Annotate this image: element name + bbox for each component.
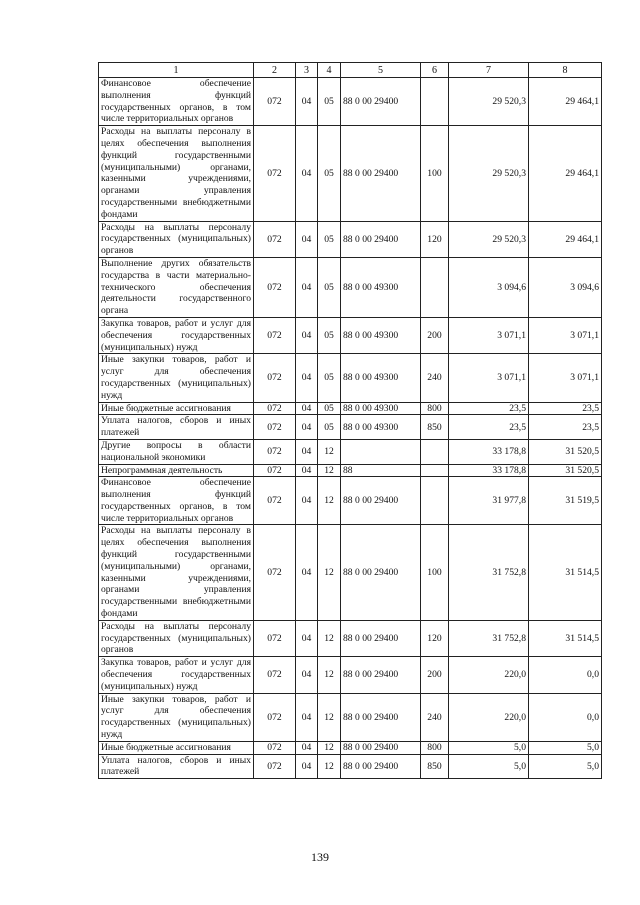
glava-cell: 072 [254, 221, 296, 257]
vid-raskhodov-cell: 100 [421, 525, 449, 620]
table-row [99, 126, 602, 221]
glava-cell: 072 [254, 525, 296, 620]
tselevaya-statya-cell: 88 0 00 29400 [341, 477, 421, 525]
row-name-cell: Расходы на выплаты персоналу государственных (муниципальных) органов [99, 221, 254, 257]
vid-raskhodov-cell: 120 [421, 221, 449, 257]
tselevaya-statya-cell: 88 0 00 49300 [341, 402, 421, 415]
vid-raskhodov-cell [421, 257, 449, 317]
row-name-cell: Уплата налогов, сборов и иных платежей [99, 754, 254, 779]
razdel-cell: 04 [296, 415, 318, 440]
podrazdel-cell: 12 [318, 525, 341, 620]
tselevaya-statya-cell: 88 0 00 29400 [341, 78, 421, 126]
razdel-cell: 04 [296, 657, 318, 693]
podrazdel-cell: 12 [318, 477, 341, 525]
vid-raskhodov-cell: 200 [421, 657, 449, 693]
header-cell: 7 [449, 63, 529, 78]
row-name-cell: Непрограммная деятельность [99, 464, 254, 477]
razdel-cell: 04 [296, 464, 318, 477]
razdel-cell: 04 [296, 477, 318, 525]
row-name-cell: Расходы на выплаты персоналу в целях обеспечения выполнения функций государственными (муниципальными) органами, казенными учреждениями, органами управления государственными внебюджетными фондами [99, 126, 254, 221]
glava-cell: 072 [254, 693, 296, 741]
podrazdel-cell: 05 [318, 415, 341, 440]
amount-cell: 31 520,5 [529, 464, 602, 477]
tselevaya-statya-cell: 88 0 00 49300 [341, 257, 421, 317]
glava-cell: 072 [254, 78, 296, 126]
table-row [99, 415, 602, 440]
row-name-cell: Другие вопросы в области национальной экономики [99, 439, 254, 464]
tselevaya-statya-cell: 88 0 00 49300 [341, 415, 421, 440]
glava-cell: 072 [254, 415, 296, 440]
row-name-cell: Иные закупки товаров, работ и услуг для обеспечения государственных (муниципальных) нужд [99, 693, 254, 741]
razdel-cell: 04 [296, 257, 318, 317]
vid-raskhodov-cell [421, 477, 449, 525]
vid-raskhodov-cell [421, 464, 449, 477]
glava-cell: 072 [254, 657, 296, 693]
table-row [99, 317, 602, 353]
tselevaya-statya-cell: 88 [341, 464, 421, 477]
amount-cell: 3 071,1 [529, 317, 602, 353]
amount-cell: 29 520,3 [449, 126, 529, 221]
glava-cell: 072 [254, 402, 296, 415]
razdel-cell: 04 [296, 754, 318, 779]
podrazdel-cell: 05 [318, 78, 341, 126]
tselevaya-statya-cell: 88 0 00 49300 [341, 317, 421, 353]
table-row [99, 221, 602, 257]
row-name-cell: Закупка товаров, работ и услуг для обеспечения государственных (муниципальных) нужд [99, 317, 254, 353]
vid-raskhodov-cell: 800 [421, 402, 449, 415]
podrazdel-cell: 05 [318, 221, 341, 257]
amount-cell: 0,0 [529, 693, 602, 741]
glava-cell: 072 [254, 317, 296, 353]
row-name-cell: Иные бюджетные ассигнования [99, 741, 254, 754]
amount-cell: 33 178,8 [449, 439, 529, 464]
amount-cell: 29 464,1 [529, 221, 602, 257]
vid-raskhodov-cell [421, 439, 449, 464]
table-row [99, 257, 602, 317]
amount-cell: 5,0 [529, 754, 602, 779]
amount-cell: 220,0 [449, 657, 529, 693]
table-row [99, 657, 602, 693]
tselevaya-statya-cell: 88 0 00 29400 [341, 754, 421, 779]
table-row [99, 741, 602, 754]
tselevaya-statya-cell: 88 0 00 49300 [341, 354, 421, 402]
podrazdel-cell: 12 [318, 464, 341, 477]
vid-raskhodov-cell: 240 [421, 354, 449, 402]
amount-cell: 5,0 [529, 741, 602, 754]
glava-cell: 072 [254, 354, 296, 402]
table-row [99, 464, 602, 477]
tselevaya-statya-cell: 88 0 00 29400 [341, 657, 421, 693]
table-row [99, 754, 602, 779]
table-row [99, 693, 602, 741]
amount-cell: 31 977,8 [449, 477, 529, 525]
tselevaya-statya-cell: 88 0 00 29400 [341, 620, 421, 656]
table-row [99, 525, 602, 620]
header-cell: 6 [421, 63, 449, 78]
razdel-cell: 04 [296, 402, 318, 415]
amount-cell: 3 094,6 [449, 257, 529, 317]
podrazdel-cell: 12 [318, 741, 341, 754]
vid-raskhodov-cell [421, 78, 449, 126]
row-name-cell: Выполнение других обязательств государства в части материально-технического обеспечения деятельности государственного органа [99, 257, 254, 317]
table-header-row [99, 63, 602, 78]
row-name-cell: Финансовое обеспечение выполнения функций государственных органов, в том числе территориальных органов [99, 78, 254, 126]
amount-cell: 31 520,5 [529, 439, 602, 464]
razdel-cell: 04 [296, 78, 318, 126]
page-number: 139 [311, 850, 329, 864]
amount-cell: 31 752,8 [449, 525, 529, 620]
glava-cell: 072 [254, 126, 296, 221]
amount-cell: 33 178,8 [449, 464, 529, 477]
row-name-cell: Закупка товаров, работ и услуг для обеспечения государственных (муниципальных) нужд [99, 657, 254, 693]
amount-cell: 31 519,5 [529, 477, 602, 525]
amount-cell: 29 464,1 [529, 126, 602, 221]
amount-cell: 23,5 [449, 415, 529, 440]
amount-cell: 23,5 [529, 415, 602, 440]
amount-cell: 31 514,5 [529, 525, 602, 620]
header-cell: 3 [296, 63, 318, 78]
amount-cell: 23,5 [449, 402, 529, 415]
razdel-cell: 04 [296, 317, 318, 353]
razdel-cell: 04 [296, 439, 318, 464]
vid-raskhodov-cell: 850 [421, 415, 449, 440]
glava-cell: 072 [254, 257, 296, 317]
glava-cell: 072 [254, 741, 296, 754]
header-cell: 5 [341, 63, 421, 78]
tselevaya-statya-cell: 88 0 00 29400 [341, 221, 421, 257]
row-name-cell: Иные бюджетные ассигнования [99, 402, 254, 415]
amount-cell: 29 520,3 [449, 221, 529, 257]
podrazdel-cell: 12 [318, 754, 341, 779]
amount-cell: 0,0 [529, 657, 602, 693]
razdel-cell: 04 [296, 693, 318, 741]
amount-cell: 3 071,1 [449, 354, 529, 402]
tselevaya-statya-cell: 88 0 00 29400 [341, 525, 421, 620]
row-name-cell: Иные закупки товаров, работ и услуг для обеспечения государственных (муниципальных) нужд [99, 354, 254, 402]
amount-cell: 31 752,8 [449, 620, 529, 656]
amount-cell: 29 520,3 [449, 78, 529, 126]
amount-cell: 5,0 [449, 754, 529, 779]
amount-cell: 31 514,5 [529, 620, 602, 656]
podrazdel-cell: 05 [318, 354, 341, 402]
razdel-cell: 04 [296, 126, 318, 221]
glava-cell: 072 [254, 464, 296, 477]
razdel-cell: 04 [296, 741, 318, 754]
table-row [99, 78, 602, 126]
glava-cell: 072 [254, 754, 296, 779]
row-name-cell: Финансовое обеспечение выполнения функций государственных органов, в том числе территориальных органов [99, 477, 254, 525]
table-row [99, 402, 602, 415]
row-name-cell: Расходы на выплаты персоналу государственных (муниципальных) органов [99, 620, 254, 656]
table-row [99, 477, 602, 525]
vid-raskhodov-cell: 240 [421, 693, 449, 741]
vid-raskhodov-cell: 850 [421, 754, 449, 779]
podrazdel-cell: 05 [318, 402, 341, 415]
row-name-cell: Уплата налогов, сборов и иных платежей [99, 415, 254, 440]
tselevaya-statya-cell: 88 0 00 29400 [341, 126, 421, 221]
podrazdel-cell: 12 [318, 657, 341, 693]
amount-cell: 5,0 [449, 741, 529, 754]
vid-raskhodov-cell: 200 [421, 317, 449, 353]
header-cell: 1 [99, 63, 254, 78]
amount-cell: 3 071,1 [449, 317, 529, 353]
amount-cell: 29 464,1 [529, 78, 602, 126]
razdel-cell: 04 [296, 620, 318, 656]
amount-cell: 220,0 [449, 693, 529, 741]
table-row [99, 354, 602, 402]
table-row [99, 620, 602, 656]
table-row [99, 439, 602, 464]
podrazdel-cell: 05 [318, 126, 341, 221]
vid-raskhodov-cell: 100 [421, 126, 449, 221]
header-cell: 8 [529, 63, 602, 78]
podrazdel-cell: 05 [318, 257, 341, 317]
vid-raskhodov-cell: 120 [421, 620, 449, 656]
amount-cell: 23,5 [529, 402, 602, 415]
row-name-cell: Расходы на выплаты персоналу в целях обеспечения выполнения функций государственными (муниципальными) органами, казенными учреждениями, органами управления государственными внебюджетными фондами [99, 525, 254, 620]
budget-table [98, 62, 602, 779]
tselevaya-statya-cell: 88 0 00 29400 [341, 693, 421, 741]
podrazdel-cell: 12 [318, 620, 341, 656]
glava-cell: 072 [254, 620, 296, 656]
vid-raskhodov-cell: 800 [421, 741, 449, 754]
amount-cell: 3 071,1 [529, 354, 602, 402]
razdel-cell: 04 [296, 221, 318, 257]
header-cell: 4 [318, 63, 341, 78]
podrazdel-cell: 12 [318, 693, 341, 741]
glava-cell: 072 [254, 439, 296, 464]
razdel-cell: 04 [296, 525, 318, 620]
amount-cell: 3 094,6 [529, 257, 602, 317]
tselevaya-statya-cell: 88 0 00 29400 [341, 741, 421, 754]
podrazdel-cell: 12 [318, 439, 341, 464]
podrazdel-cell: 05 [318, 317, 341, 353]
glava-cell: 072 [254, 477, 296, 525]
tselevaya-statya-cell [341, 439, 421, 464]
header-cell: 2 [254, 63, 296, 78]
razdel-cell: 04 [296, 354, 318, 402]
